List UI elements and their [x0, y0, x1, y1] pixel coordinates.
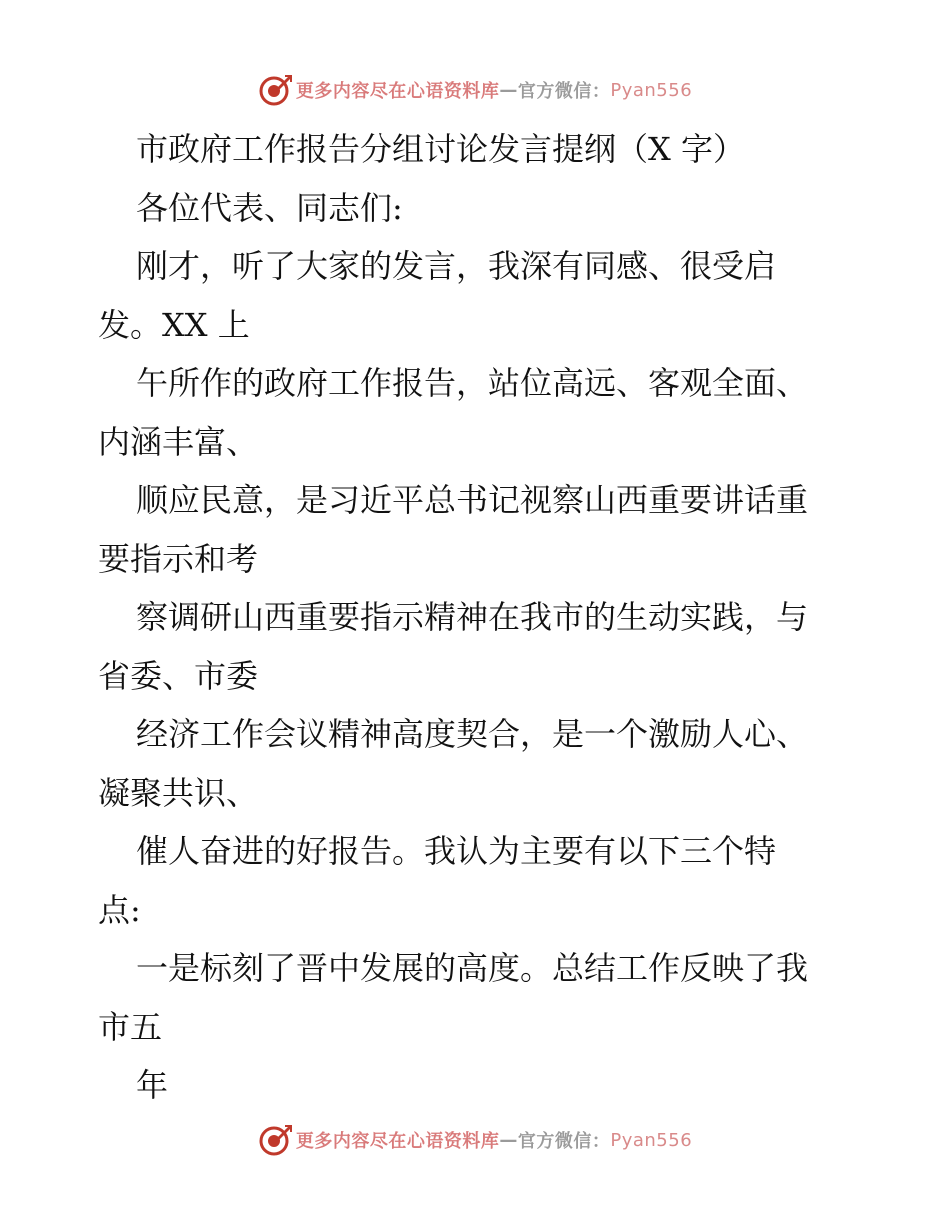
document-line: 发。XX 上: [98, 305, 250, 344]
document-line: 顺应民意，是习近平总书记视察山西重要讲话重: [136, 481, 809, 519]
brand-logo-icon: [258, 73, 292, 107]
document-body: [98, 120, 858, 1115]
document-line: 市五: [98, 1007, 163, 1046]
footer-separator: —: [499, 1129, 518, 1151]
document-line: 年: [136, 1066, 169, 1104]
document-line: 内涵丰富、: [98, 422, 259, 461]
brand-logo-icon: [258, 1123, 292, 1157]
document-line: 点:: [98, 890, 141, 929]
footer-contact-prefix: 官方微信：: [517, 1131, 611, 1152]
header-separator: —: [499, 79, 518, 101]
document-title: 市政府工作报告分组讨论发言提纲（X 字）: [136, 130, 745, 168]
header-brand-text: 更多内容尽在心语资料库: [295, 81, 500, 102]
header-contact-id: Pyan556: [610, 79, 693, 101]
document-line: 察调研山西重要指示精神在我市的生动实践，与: [136, 598, 809, 636]
header-banner: [0, 70, 950, 110]
document-line: 凝聚共识、: [98, 773, 259, 812]
document-line: 各位代表、同志们:: [136, 188, 403, 227]
document-line: 午所作的政府工作报告，站位高远、客观全面、: [136, 364, 809, 402]
document-line: 经济工作会议精神高度契合，是一个激励人心、: [136, 715, 809, 753]
document-line: 刚才，听了大家的发言，我深有同感、很受启: [136, 247, 777, 285]
header-contact-prefix: 官方微信：: [517, 81, 611, 102]
footer-banner: [0, 1120, 950, 1160]
document-line: 省委、市委: [98, 656, 259, 695]
document-line: 要指示和考: [98, 539, 259, 578]
footer-brand-text: 更多内容尽在心语资料库: [295, 1131, 500, 1152]
footer-contact-id: Pyan556: [610, 1129, 693, 1151]
document-line: 催人奋进的好报告。我认为主要有以下三个特: [136, 832, 777, 870]
document-line: 一是标刻了晋中发展的高度。总结工作反映了我: [136, 949, 809, 987]
